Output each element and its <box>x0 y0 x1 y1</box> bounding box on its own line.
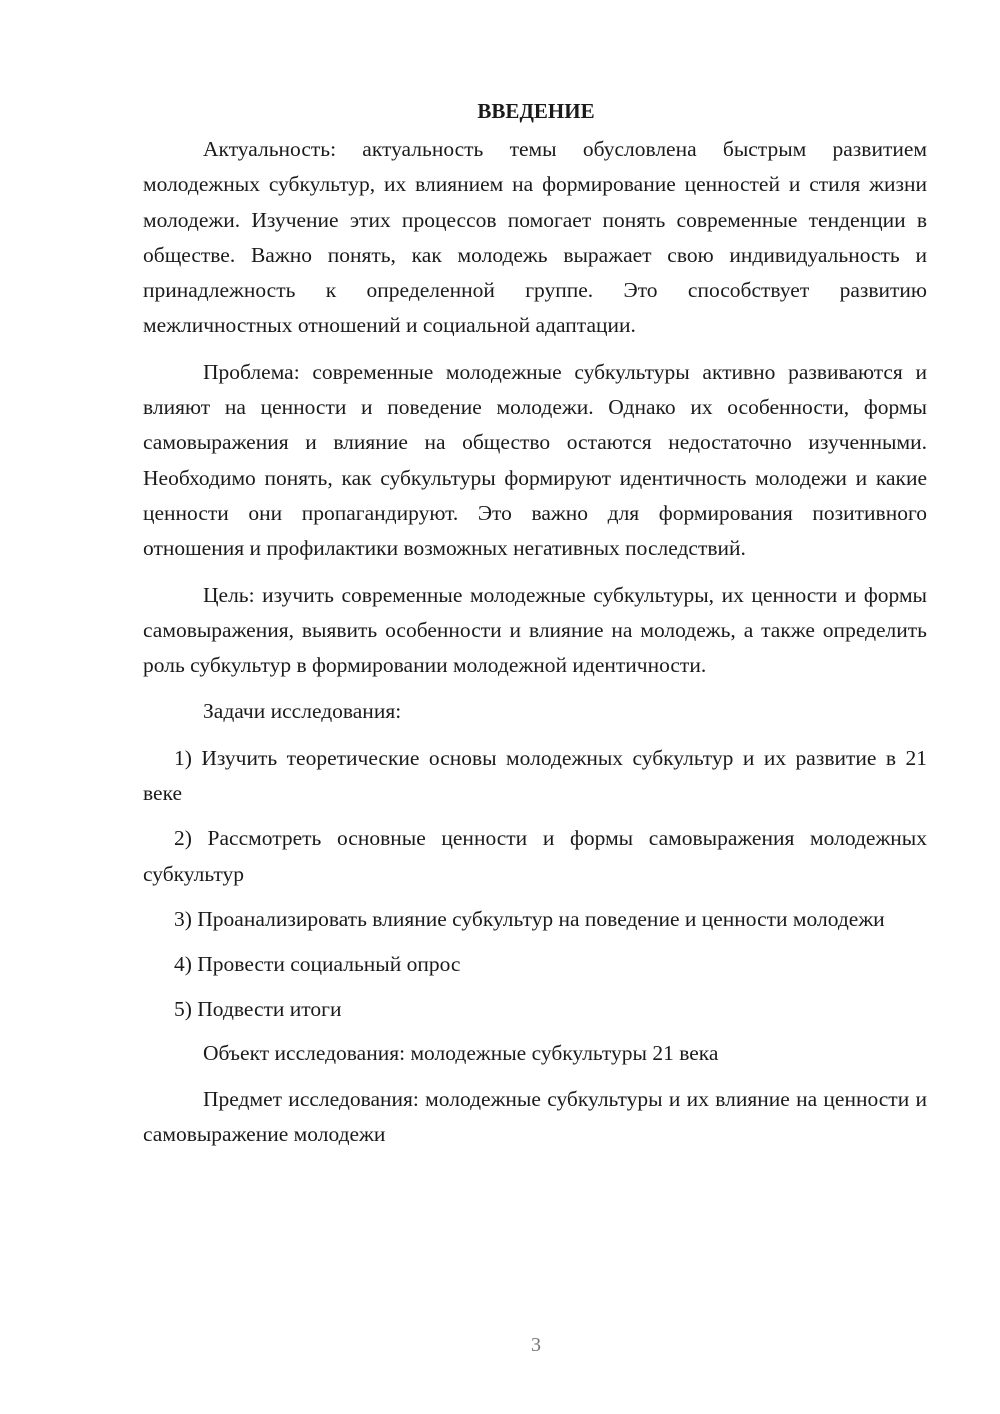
task-item-2: 2) Рассмотреть основные ценности и формы самовыражения молодежных субкультур <box>143 826 927 886</box>
section-heading: ВВЕДЕНИЕ <box>477 99 595 123</box>
page-number: 3 <box>531 1334 541 1356</box>
paragraph-object: Объект исследования: молодежные субкультуры 21 века <box>203 1040 719 1065</box>
paragraph-problem: Проблема: современные молодежные субкультуры активно развиваются и влияют на ценности и поведение молодежи. Однако их особенности, формы самовыражения и влияние на общество остаются недостаточно изученными. Необходимо понять, как субкультуры формируют идентичность молодежи и какие ценности они пропагандируют. Это важно для формирования позитивного отношения и профилактики возможных негативных последствий. <box>143 359 927 561</box>
paragraph-subject: Предмет исследования: молодежные субкультуры и их влияние на ценности и самовыражение молодежи <box>143 1087 927 1147</box>
paragraph-tasks-intro: Задачи исследования: <box>203 699 402 724</box>
paragraph-goal: Цель: изучить современные молодежные субкультуры, их ценности и формы самовыражения, выявить особенности и влияние на молодежь, а также определить роль субкультур в формировании молодежной идентичности. <box>143 582 927 678</box>
document-page <box>143 96 927 1164</box>
task-item-4: 4) Провести социальный опрос <box>174 952 461 977</box>
task-item-5: 5) Подвести итоги <box>174 996 342 1021</box>
task-item-1: 1) Изучить теоретические основы молодежных субкультур и их развитие в 21 веке <box>143 745 927 806</box>
task-item-3: 3) Проанализировать влияние субкультур на поведение и ценности молодежи <box>174 906 885 931</box>
paragraph-relevance: Актуальность: актуальность темы обусловлена быстрым развитием молодежных субкультур, их влиянием на формирование ценностей и стиля жизни молодежи. Изучение этих процессов помогает понять современные тенденции в обществе. Важно понять, как молодежь выражает свою индивидуальность и принадлежность к определенной группе. Это способствует развитию межличностных отношений и социальной адаптации. <box>143 137 927 338</box>
